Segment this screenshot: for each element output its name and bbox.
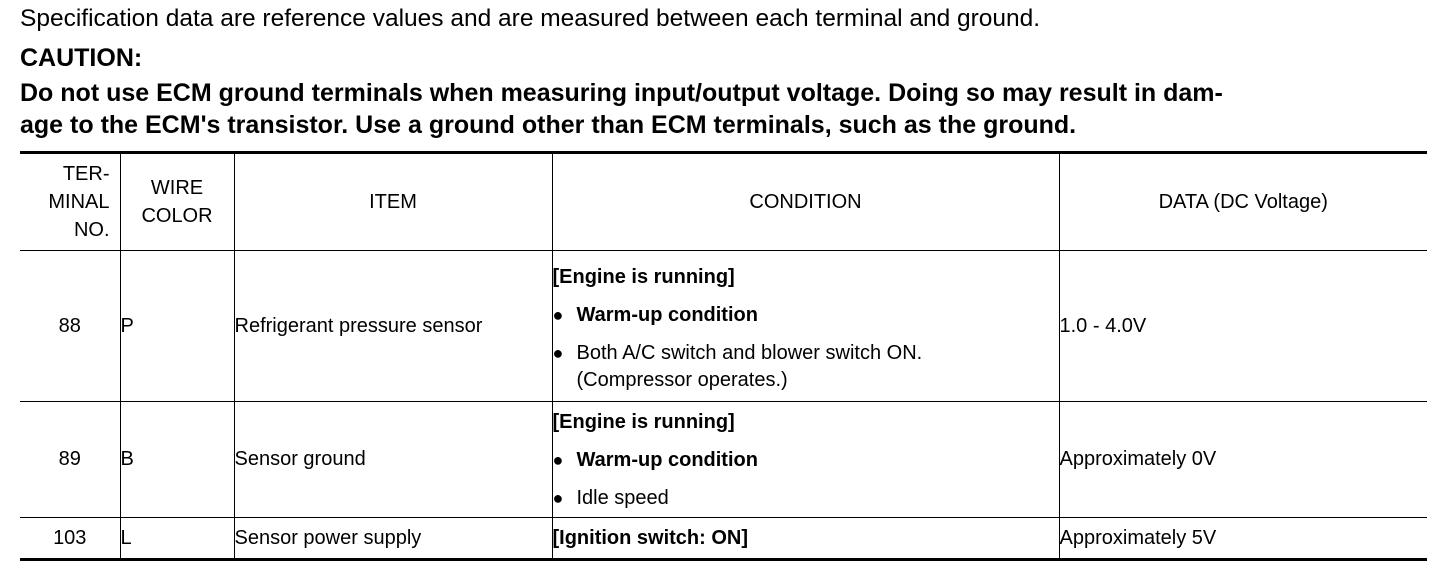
caution-line-1: Do not use ECM ground terminals when measuring input/output voltage. Doing so may result in dam- [20, 79, 1223, 107]
condition-cell [552, 518, 1059, 560]
wire-color-cell: B [120, 402, 234, 518]
bullet-dot-icon: ● [552, 449, 564, 470]
header-terminal-line-3: NO. [73, 219, 110, 241]
header-terminal-no [20, 153, 120, 251]
header-wire-color [120, 153, 234, 251]
intro-text: Specification data are reference values and are measured between each terminal and ground. [20, 5, 1041, 32]
wire-color-cell: L [120, 518, 234, 560]
table-header-row [20, 153, 1427, 251]
bullet-text-group [577, 334, 923, 394]
item-cell: Sensor power supply [234, 518, 552, 560]
condition-cell [552, 251, 1059, 402]
bullet-dot-icon: ● [552, 487, 564, 508]
condition-bullet [553, 334, 1059, 394]
table-row [20, 518, 1427, 560]
data-cell: Approximately 5V [1059, 518, 1427, 560]
condition-heading: [Engine is running] [552, 266, 735, 288]
caution-body [20, 77, 1430, 141]
item-cell: Sensor ground [234, 402, 552, 518]
terminal-cell: 89 [20, 402, 120, 518]
caution-title: CAUTION: [20, 44, 143, 72]
item-cell: Refrigerant pressure sensor [234, 251, 552, 402]
data-cell: Approximately 0V [1059, 402, 1427, 518]
table-row [20, 251, 1427, 402]
terminal-cell: 88 [20, 251, 120, 402]
header-wire-line-2: COLOR [141, 205, 213, 227]
condition-bullet [553, 296, 1059, 334]
bullet-dot-icon: ● [552, 343, 564, 363]
bullet-dot-icon: ● [552, 305, 564, 325]
header-wire-line-1: WIRE [150, 177, 204, 199]
condition-bullet [553, 441, 1059, 479]
header-condition: CONDITION [552, 153, 1059, 251]
table-row [20, 402, 1427, 518]
header-terminal-line-1: TER- [62, 163, 110, 185]
data-cell: 1.0 - 4.0V [1059, 251, 1427, 402]
header-terminal-line-2: MINAL [48, 191, 110, 213]
condition-bullet [553, 479, 1059, 517]
bullet-text: Warm-up condition [576, 304, 758, 326]
condition-heading: [Ignition switch: ON] [552, 527, 749, 549]
condition-heading: [Engine is running] [552, 410, 735, 433]
terminal-cell: 103 [20, 518, 120, 560]
bullet-subtext: (Compressor operates.) [576, 369, 788, 391]
condition-cell [552, 402, 1059, 518]
bullet-text: Warm-up condition [576, 448, 758, 471]
wire-color-cell: P [120, 251, 234, 402]
header-item: ITEM [234, 153, 552, 251]
bullet-text: Both A/C switch and blower switch ON. [576, 342, 923, 364]
caution-line-2: age to the ECM's transistor. Use a ground other than ECM terminals, such as the ground. [20, 111, 1077, 139]
terminal-spec-table [20, 151, 1427, 561]
header-data: DATA (DC Voltage) [1059, 153, 1427, 251]
bullet-text: Idle speed [576, 486, 669, 509]
